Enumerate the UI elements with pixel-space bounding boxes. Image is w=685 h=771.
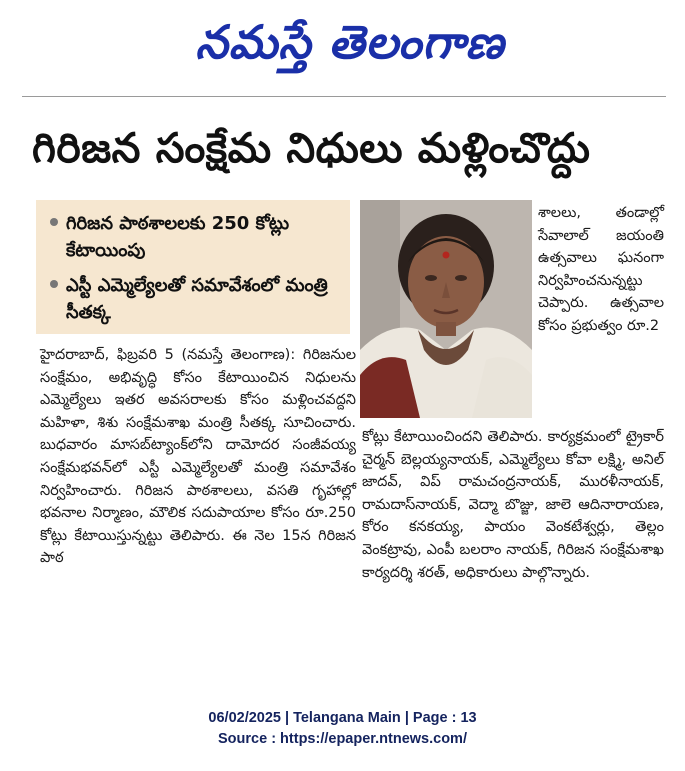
- highlight-item: [50, 272, 340, 326]
- masthead: [22, 4, 666, 100]
- newspaper-logo: [140, 10, 560, 82]
- logo-text: నమస్తే తెలంగాణ: [195, 15, 505, 69]
- portrait-illustration: [360, 200, 532, 418]
- footer-source-line: Source : https://epaper.ntnews.com/: [218, 731, 467, 747]
- article-body-right-bottom: కోట్లు కేటాయించిందని తెలిపారు. కార్యక్రమంలో ట్రైకార్ చైర్మన్ బెల్లయ్యనాయక్, ఎమ్మెల్యేలు కోవా లక్ష్మి, అనిల్ జాదవ్, విప్ రామచంద్రనాయక్, మురళీనాయక్, రామదాస్‌నాయక్, వెద్మా బొజ్జు, జాలె ఆదినారాయణ, కోరం కనకయ్య, పాయం వెంకటేశ్వర్లు, తెల్లం వెంకట్రావు, ఎంపీ బలరాం నాయక్, గిరిజన సంక్షేమశాఖ కార్యదర్శి శరత్, అధికారులు పాల్గొన్నారు.: [362, 429, 664, 581]
- highlight-item: [50, 210, 340, 264]
- highlight-text: గిరిజన పాఠశాలలకు 250 కోట్లు కేటాయింపు: [66, 213, 290, 261]
- article-headline: గిరిజన సంక్షేమ నిధులు మళ్లించొద్దు: [32, 124, 591, 172]
- minister-photo: [360, 200, 532, 418]
- footer-edition-line: 06/02/2025 | Telangana Main | Page : 13: [208, 710, 477, 726]
- masthead-divider: [22, 96, 666, 97]
- highlights-box: [36, 200, 350, 334]
- article-body-left: హైదరాబాద్, ఫిబ్రవరి 5 (నమస్తే తెలంగాణ): గిరిజనుల సంక్షేమం, అభివృద్ధి కోసం కేటాయించిన నిధులను ఎమ్మెల్యేలు ఇతర అవసరాలకు కోసం మళ్లించవద్దని మహిళా, శిశు సంక్షేమశాఖ మంత్రి సీతక్క సూచించారు. బుధవారం మాసబ్‌ట్యాంక్‌లోని దామోదర సంజీవయ్య సంక్షేమభవన్‌లో ఎస్టీ ఎమ్మెల్యేలతో మంత్రి సమావేశం నిర్వహించారు. గిరిజన పాఠశాలలు, వసతి గృహాల్లో భవనాల నిర్మాణం, మౌలిక సదుపాయాల కోసం రూ.250 కోట్లు కేటాయిస్తున్నట్టు తెలిపారు. ఈ నెల 15న గిరిజన పాఠ: [40, 347, 356, 567]
- news-clipping: [22, 4, 666, 693]
- source-footer: [0, 708, 685, 750]
- bullet-icon: [50, 218, 58, 226]
- bullet-icon: [50, 280, 58, 288]
- article-body-right-top: శాలలు, తండాల్లో సేవాలాల్ జయంతి ఉత్సవాలు ఘనంగా నిర్వహించనున్నట్టు చెప్పారు. ఉత్సవాల కోసం ప్రభుత్వం రూ.2: [538, 205, 664, 334]
- highlight-text: ఎస్టీ ఎమ్మెల్యేలతో సమావేశంలో మంత్రి సీతక్క: [66, 275, 328, 323]
